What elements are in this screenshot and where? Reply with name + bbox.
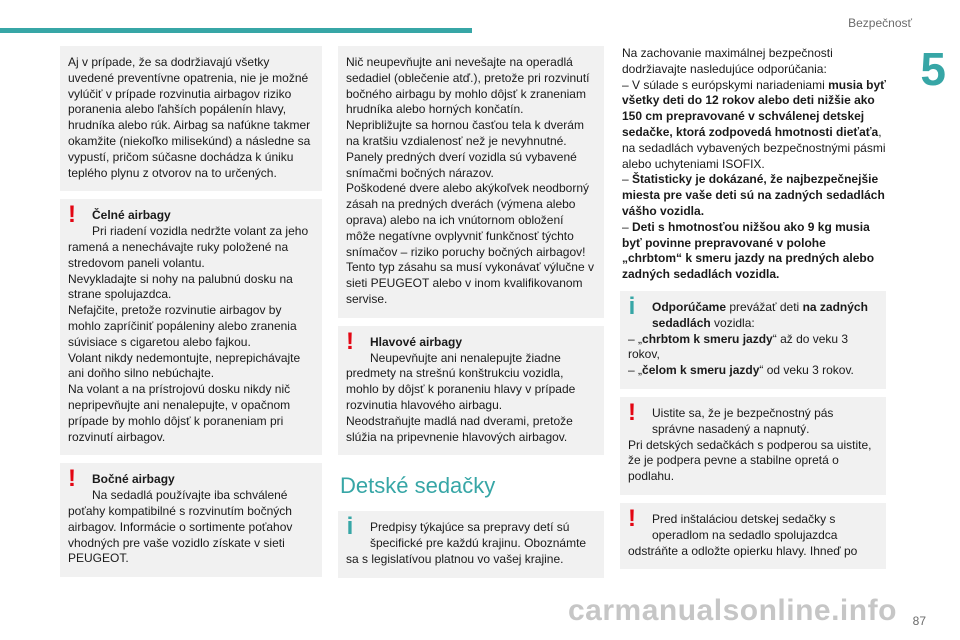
- list-item: [622, 78, 886, 173]
- info-icon: i: [346, 513, 354, 541]
- warning-box-head-airbags: [338, 326, 604, 456]
- list-prefix: –: [622, 219, 633, 234]
- section-title: Bezpečnosť: [848, 16, 912, 30]
- paragraph: Poškodené dvere alebo akýkoľvek neodborný zásah na predných dverách (výmena alebo oprava) alebo na ich vnútornom obložení môže negatívne ovplyvniť funkčnosť týchto snímačov – riziko poruchy bočných airbagov!: [346, 181, 589, 259]
- paragraph: Panely predných dverí vozidla sú vybavené snímačmi bočných nárazov.: [346, 149, 577, 180]
- recommendation-text: [628, 300, 876, 332]
- warning-icon: !: [68, 465, 76, 493]
- text: – „: [628, 363, 643, 378]
- paragraph: Nevykladajte si nohy na palubnú dosku na strane spolujazdca.: [68, 271, 293, 302]
- chapter-number: 5: [920, 43, 946, 95]
- paragraph: Neupevňujte ani nenalepujte žiadne: [370, 350, 561, 365]
- recommendations-text: [620, 46, 886, 283]
- list-bold: Štatisticky je dokázané, že najbezpečnejšie miesta pre vaše deti sú na zadných sedadlách vášho vozidla.: [622, 172, 885, 218]
- list-prefix: –: [622, 172, 633, 187]
- column-1: [60, 46, 322, 585]
- text: “ až do veku 3 rokov,: [628, 331, 849, 362]
- warning-box-side-airbags: [60, 463, 322, 577]
- bold-text: Odporúčame: [652, 299, 727, 314]
- info-box-recommendation: [620, 291, 886, 389]
- text: prevážať deti: [726, 299, 803, 314]
- paragraph: poťahy kompatibilné s rozvinutím bočných airbagov. Informácie o sortimente poťahov vhodných pre vaše vozidlo získate v sieti PEUGEOT.: [68, 503, 293, 566]
- side-airbags-title: Bočné airbagy: [92, 472, 175, 487]
- paragraph: Pri detských sedačkách s podperou sa uistite, že je podpera pevne a stabilne opretá o podlahu.: [628, 437, 872, 484]
- text: vozidla:: [710, 315, 755, 330]
- info-icon: i: [628, 292, 636, 320]
- intro-paragraph: Na zachovanie maximálnej bezpečnosti dodržiavajte nasledujúce odporúčania:: [622, 46, 833, 76]
- paragraph: Tento typ zásahu sa musí vykonávať výlučne v sieti PEUGEOT alebo v inom kvalifikovanom servise.: [346, 260, 594, 306]
- page-number: 87: [912, 614, 926, 628]
- warning-box-side-continued: [338, 46, 604, 318]
- list-item: [628, 363, 876, 379]
- list-item: [622, 220, 886, 283]
- warning-icon: !: [628, 398, 636, 426]
- list-bold: Deti s hmotnosťou nižšou ako 9 kg musia byť povinne prepravované v polohe „chrbtom“ k smeru jazdy na predných alebo zadných sedadlách vozidla.: [622, 219, 875, 282]
- text: “ od veku 3 rokov.: [759, 363, 854, 378]
- paragraph: odstráňte a odložte opierku hlavy. Ihneď po: [628, 543, 858, 558]
- list-suffix: , na sedadlách vybavených bezpečnostnými pásmi alebo uchyteniami ISOFIX.: [622, 124, 886, 171]
- column-3: [620, 46, 886, 577]
- top-accent-bar: [0, 28, 472, 33]
- paragraph: predmety na strešnú konštrukciu vozidla, mohlo by dôjsť k poraneniu hlavy v prípade rozvinutia hlavového airbagu.: [346, 366, 576, 412]
- warning-box-front-airbags: [60, 199, 322, 455]
- warning-box-seatbelt: [620, 397, 886, 495]
- paragraph: Nepribližujte sa hornou časťou tela k dverám na kratšiu vzdialenosť než je nevyhnutné.: [346, 118, 584, 148]
- paragraph: Na volant a na prístrojovú dosku nikdy nič nepripevňujte ani nenalepujte, v opačnom prípade by mohlo dôjsť k poraneniam pri rozvinutí airbagov.: [68, 382, 291, 444]
- watermark: carmanualsonline.info: [568, 594, 897, 627]
- paragraph: Nefajčite, pretože rozvinutie airbagov by mohlo zapríčiniť popáleniny alebo zranenia súvisiace s cigaretou alebo fajkou.: [68, 303, 297, 349]
- paragraph: Predpisy týkajúce sa prepravy detí sú špecifické pre každú krajinu. Oboznámte: [370, 520, 587, 551]
- head-airbags-title: Hlavové airbagy: [370, 334, 463, 349]
- info-box-legislation: [338, 511, 604, 577]
- list-bold: musia byť všetky deti do 12 rokov alebo deti nižšie ako 150 cm prepravované v schválenej detskej sedačke, ktorá zodpovedá hmotnosti dieťaťa: [622, 77, 886, 139]
- front-airbags-title: Čelné airbagy: [92, 208, 171, 223]
- list-item: [628, 332, 876, 364]
- paragraph: Nič neupevňujte ani nevešajte na operadlá sedadiel (oblečenie atď.), pretože pri rozvinutí bočného airbagu by mohlo dôjsť k zraneniam hrudníka alebo horných končatín.: [346, 55, 590, 117]
- text: – „: [628, 331, 643, 346]
- paragraph: Na sedadlá používajte iba schválené: [92, 488, 288, 503]
- paragraph: Neodstraňujte madlá nad dverami, pretože slúžia na pripevnenie hlavových airbagov.: [346, 413, 573, 444]
- paragraph: Pred inštaláciou detskej sedačky s operadlom na sedadlo spolujazdca: [652, 511, 838, 542]
- bold-text: čelom k smeru jazdy: [642, 363, 760, 378]
- warning-box-general: [60, 46, 322, 191]
- warning-icon: !: [346, 327, 354, 355]
- warning-box-install: [620, 503, 886, 569]
- list-prefix: – V súlade s európskymi nariadeniami: [622, 77, 829, 92]
- warning-icon: !: [628, 504, 636, 532]
- paragraph: Pri riadení vozidla nedržte volant za jeho ramená a nenechávajte ruky položené na stredovom paneli volantu.: [68, 224, 309, 270]
- paragraph: Volant nikdy nedemontujte, neprepichávajte ani doňho silno nebúchajte.: [68, 350, 301, 381]
- paragraph: Uistite sa, že je bezpečnostný pás správne nasadený a napnutý.: [652, 405, 834, 436]
- bold-text: chrbtom k smeru jazdy: [642, 331, 773, 346]
- paragraph: Aj v prípade, že sa dodržiavajú všetky uvedené preventívne opatrenia, nie je možné vylúčiť v prípade rozvinutia airbagov riziko poranenia alebo ľahších popálenín hlavy, hrudníka alebo rúk. Airbag sa nafúkne takmer okamžite (niekoľko milisekúnd) a následne sa vypustí, pričom súčasne dochádza k úniku teplého plynu z otvorov na to určených.: [68, 55, 311, 180]
- paragraph: sa s legislatívou platnou vo vašej krajine.: [346, 551, 564, 566]
- section-heading: Detské sedačky: [340, 473, 496, 499]
- bold-text: na zadných sedadlách: [652, 299, 868, 330]
- list-item: [622, 172, 886, 219]
- warning-icon: !: [68, 201, 76, 229]
- column-2: [338, 46, 604, 586]
